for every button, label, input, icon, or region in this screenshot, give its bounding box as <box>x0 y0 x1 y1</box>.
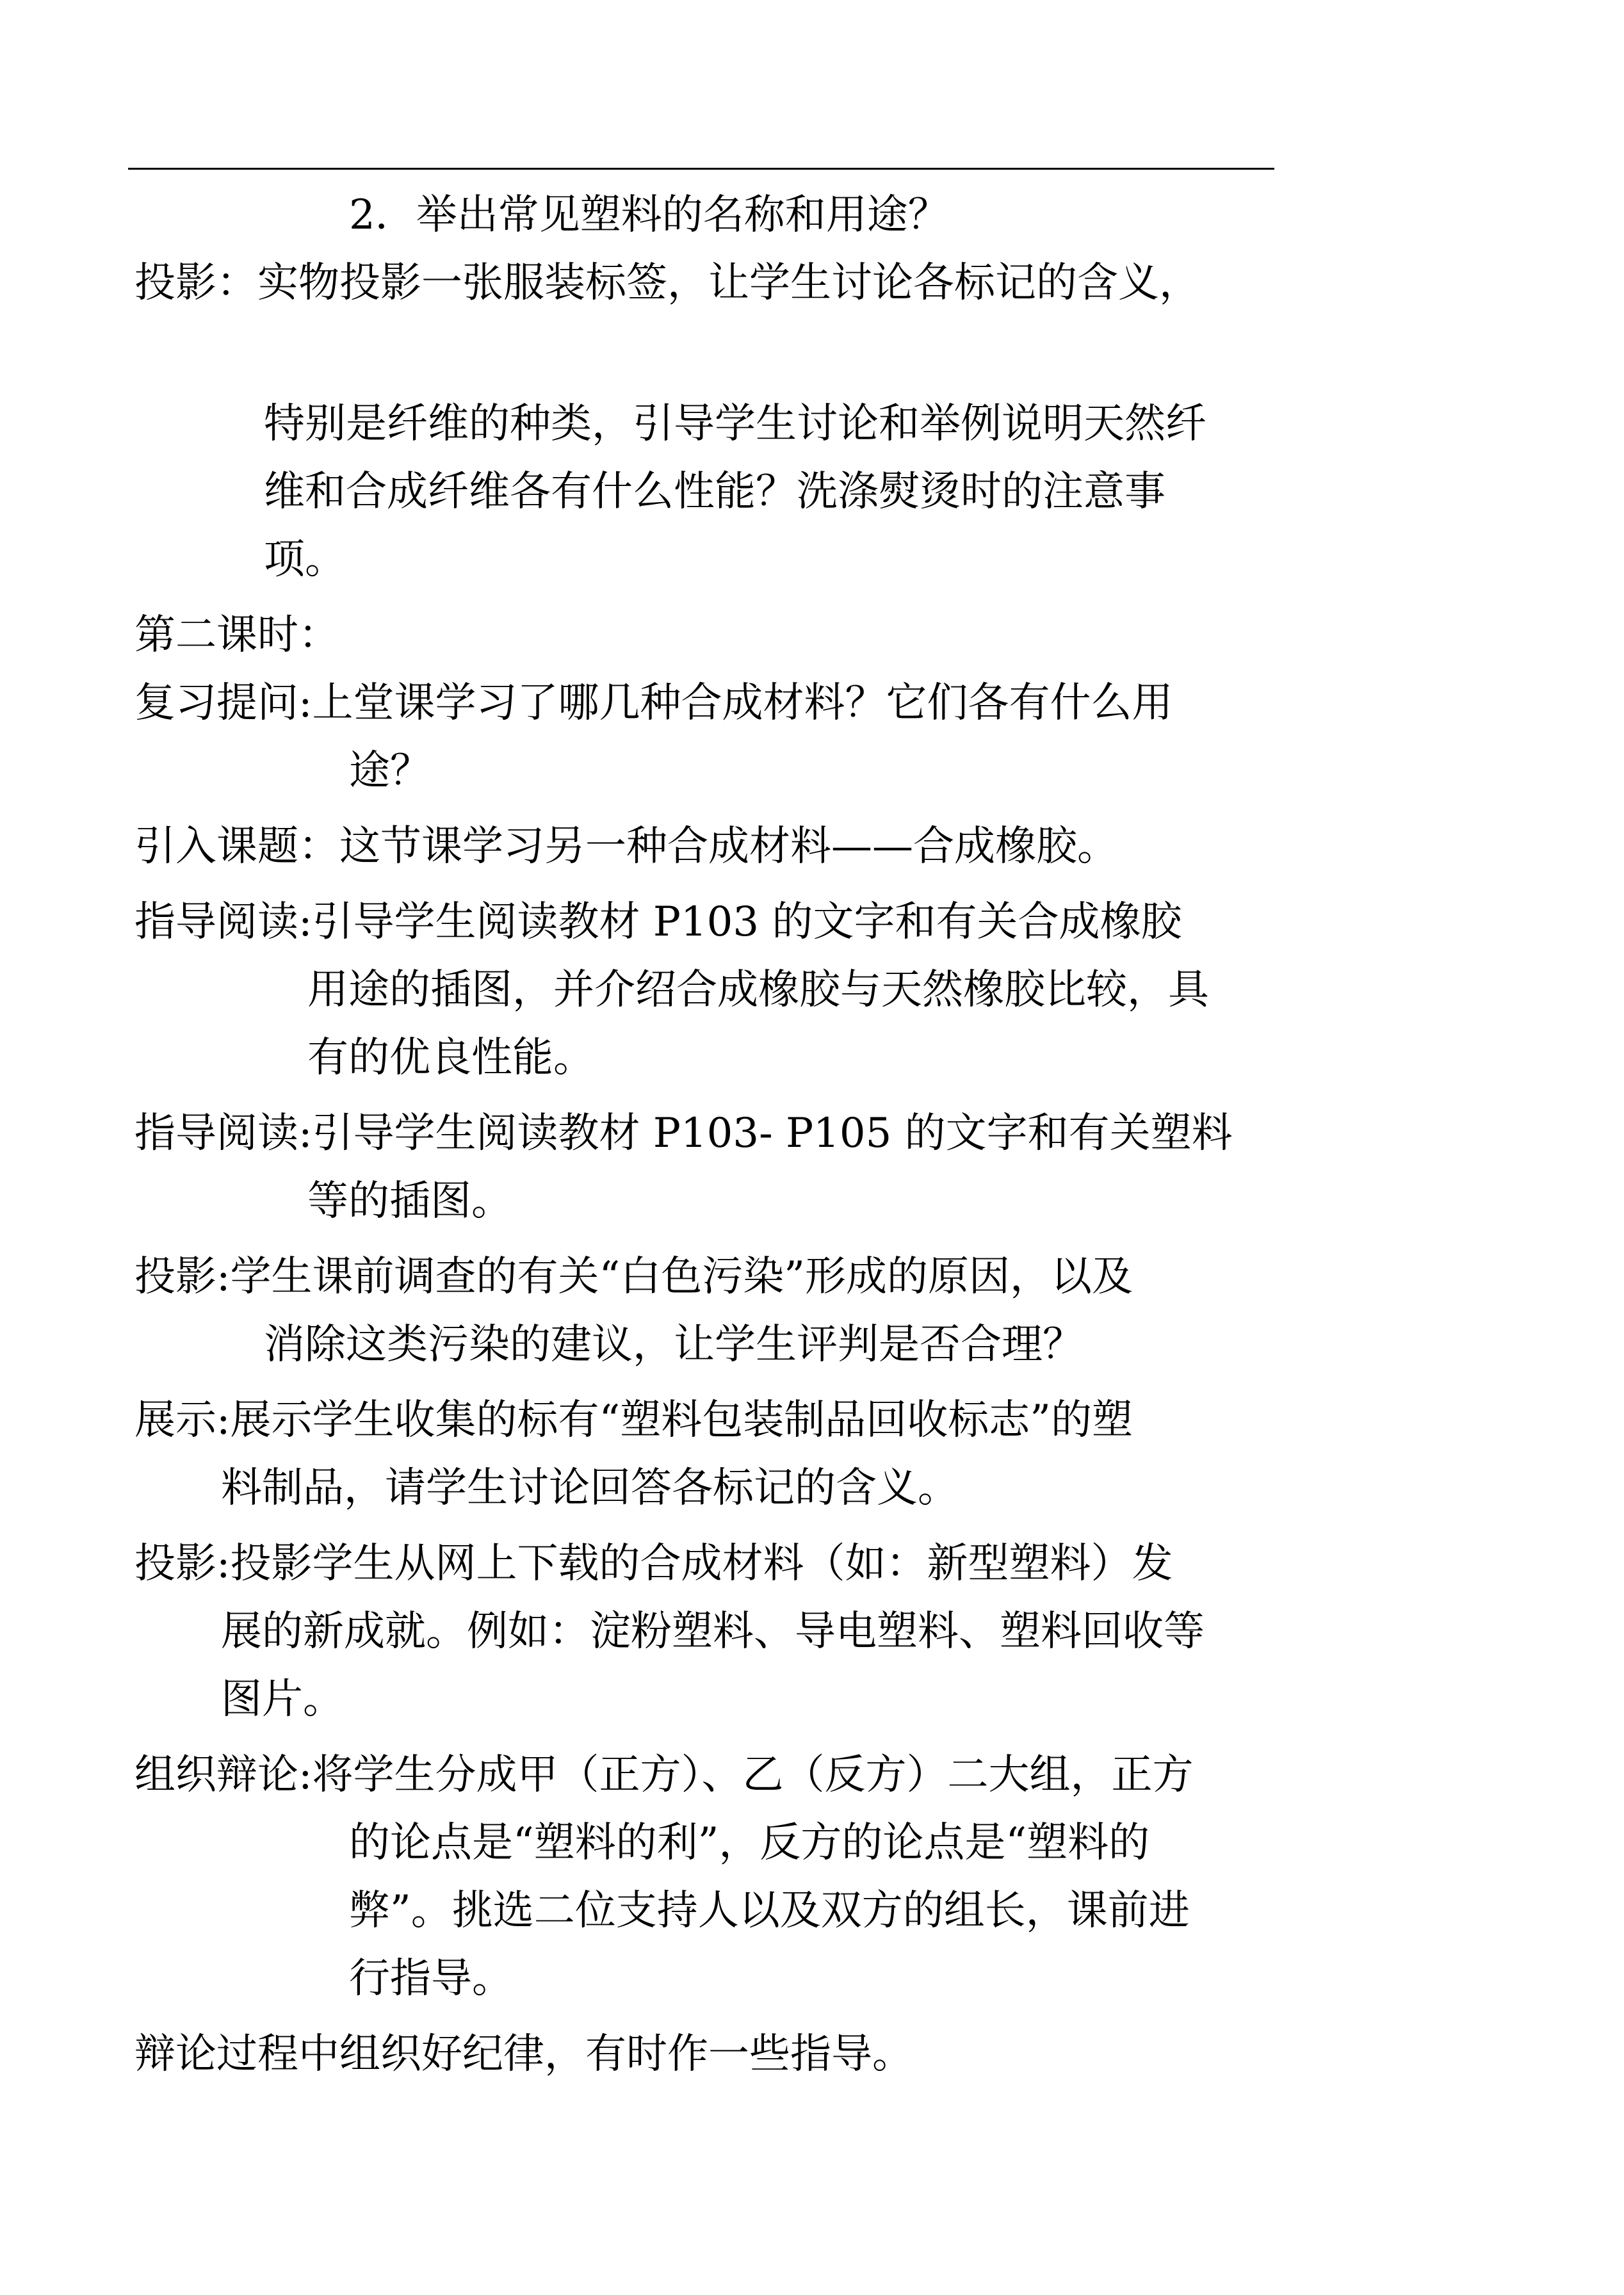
text-line: 行指导。 <box>349 1955 513 2002</box>
text-line: 指导阅读:引导学生阅读教材 P103 的文字和有关合成橡胶 <box>134 898 1182 946</box>
text-line: 2．举出常见塑料的名称和用途？ <box>349 191 949 239</box>
text-line: 辩论过程中组织好纪律，有时作一些指导。 <box>134 2031 913 2078</box>
text-line: 复习提问:上堂课学习了哪几种合成材料？它们各有什么用 <box>134 679 1173 727</box>
text-line: 维和合成纤维各有什么性能？洗涤熨烫时的注意事 <box>264 468 1165 515</box>
text-line: 指导阅读:引导学生阅读教材 P103- P105 的文字和有关塑料 <box>134 1110 1233 1157</box>
text-line: 项。 <box>264 536 346 583</box>
text-line: 展的新成就。例如：淀粉塑料、导电塑料、塑料回收等 <box>221 1608 1205 1655</box>
text-line: 投影:学生课前调查的有关“白色污染”形成的原因，以及 <box>134 1253 1133 1301</box>
text-line: 料制品，请学生讨论回答各标记的含义。 <box>221 1464 959 1512</box>
header-rule <box>128 168 1274 170</box>
text-line: 引入课题：这节课学习另一种合成材料——合成橡胶。 <box>134 823 1118 870</box>
text-line: 有的优良性能。 <box>307 1034 594 1082</box>
text-line: 的论点是“塑料的利”，反方的论点是“塑料的 <box>349 1819 1150 1867</box>
text-line: 等的插图。 <box>307 1178 512 1225</box>
text-line: 图片。 <box>221 1676 344 1723</box>
text-line: 用途的插图，并介绍合成橡胶与天然橡胶比较，具 <box>307 966 1209 1014</box>
text-line: 弊”。挑选二位支持人以及双方的组长，课前进 <box>349 1887 1190 1934</box>
text-line: 投影：实物投影一张服装标签，让学生讨论各标记的含义， <box>134 259 1200 307</box>
text-line: 消除这类污染的建议，让学生评判是否合理？ <box>264 1321 1084 1368</box>
text-line: 第二课时： <box>134 612 339 659</box>
text-line: 展示:展示学生收集的标有“塑料包装制品回收标志”的塑 <box>134 1397 1133 1444</box>
text-line: 组织辩论:将学生分成甲（正方）、乙（反方）二大组，正方 <box>134 1751 1194 1799</box>
text-line: 途？ <box>349 747 431 795</box>
text-line: 投影:投影学生从网上下载的合成材料（如：新型塑料）发 <box>134 1540 1173 1587</box>
text-line: 特别是纤维的种类，引导学生讨论和举例说明天然纤 <box>264 400 1206 448</box>
